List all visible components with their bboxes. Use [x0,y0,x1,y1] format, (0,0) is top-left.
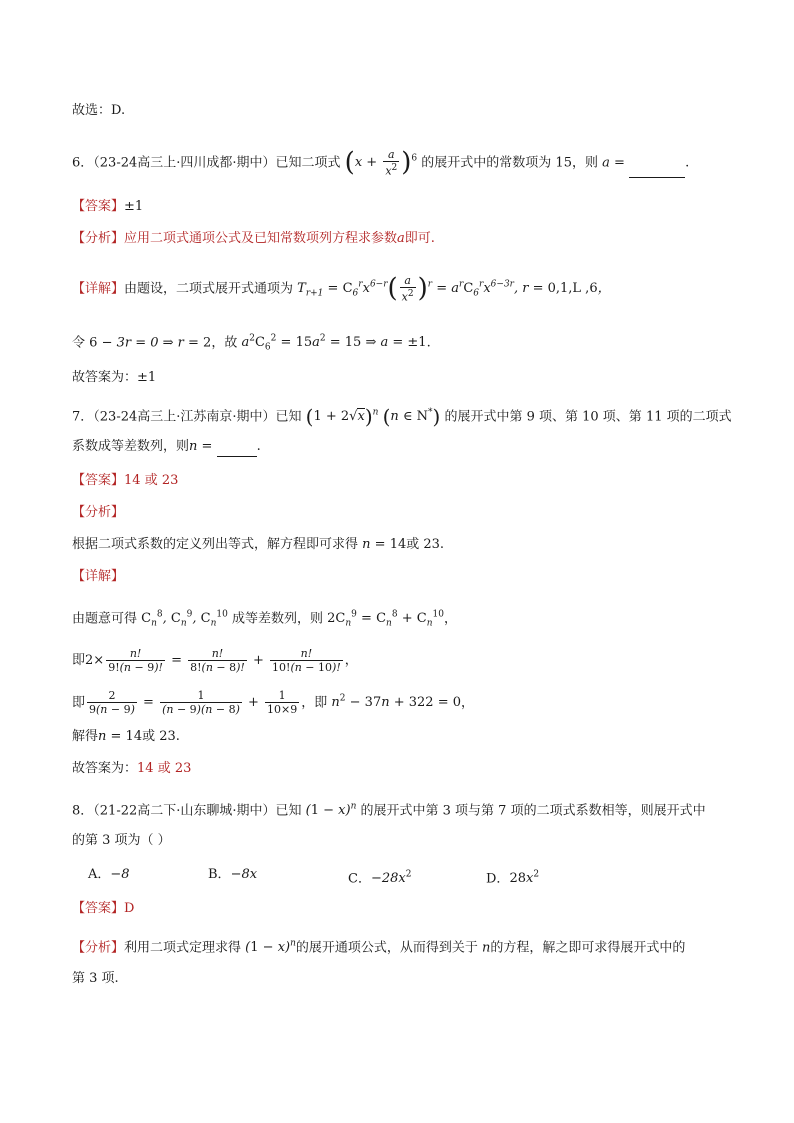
q6-answer: ±1 [124,199,144,214]
previous-answer: 故选：D. [72,103,126,118]
q6-step-line: 令 6 − 3r = 0 ⇒ r = 2，故 $a^2C_6^2 = 15a^2 = 15$ ⇒ a = ±1. [72,334,431,353]
q6-detail: 由题设，二项式展开式通项为 [124,281,294,297]
q7-solve-line [72,727,180,747]
q8-analysis-var-n: n [482,940,491,956]
q7-solve: 解得 [72,729,99,744]
q6-answer-tag: 【答案】 [72,199,125,214]
q8-option-b: B．−8x [208,867,258,882]
q7-line1-end: 的展开式中第 9 项、第 10 项、第 11 项的二项式 [444,409,732,425]
q7-analysis-line [72,535,444,555]
q8-option-d: D．$28x^2$ [486,870,540,887]
q6-answer-blank [629,177,685,178]
q7-detail1-mid: 成等差数列，则 [232,611,324,627]
q7-answer: 14 或 23 [124,473,179,488]
q6-answer-line [72,197,143,217]
q6-unknown-a: a [602,155,610,171]
q6-analysis-line [72,229,435,249]
q8-analysis-line2: 第 3 项. [72,971,119,986]
q7-prefix: 7．（23-24高三上·江苏南京·期中）已知 [72,409,302,425]
q7-answer-tag: 【答案】 [72,473,125,488]
q8-analysis-formula: $(1 - x)^n$ [245,939,296,956]
q8-option-c-value: $-28x^2$ [370,870,412,887]
q8-option-d-value: $28x^2$ [509,870,540,887]
q8-line1-end: 的展开式中第 3 项与第 7 项的二项式系数相等，则展开式中 [360,803,706,819]
q7-combination-list: $C_n^8$, $C_n^9$, $C_n^{10}$ [141,610,228,629]
q8-statement-line2: 的第 3 项为（ ） [72,833,171,848]
q8-analysis-tag: 【分析】 [72,940,125,956]
q7-equation-1: $2C_n^9 = C_n^8 + C_n^{10}$ [327,610,444,629]
q8-answer-tag: 【答案】 [72,901,125,916]
q8-option-b-value: −8x [230,867,258,882]
q8-analysis-mid: 的展开通项公式，从而得到关于 [295,940,478,956]
q6-detail-line [72,274,611,304]
q7-answer-blank [217,456,257,457]
q6-detail-tag: 【详解】 [72,281,125,297]
q7-solve-end: 或 23. [142,729,180,744]
q7-detail-line1: 由题意可得 $C_n^8$, $C_n^9$, $C_n^{10}$ 成等差数列，则 $2C_n^9 = C_n^8 + C_n^{10}$， [72,610,457,629]
q6-prefix: 6．（23-24高三上·四川成都·期中）已知二项式 [72,155,341,171]
q8-option-c: C．$-28x^2$ [348,870,412,887]
q8-answer-line [72,899,134,919]
q7-ji-1: 即 [72,653,86,668]
q7-analysis-end: 或 23. [406,537,445,552]
q7-analysis-tag: 【分析】 [72,505,125,520]
q7-equation-3: $\frac{2}{9(n - 9)}$ = $\frac{1}{(n - 9)(n - 8)}$ + $\frac{1}{10\times 9}$ [89,689,298,717]
q7-detail-tag: 【详解】 [72,569,125,584]
q8-analysis-end: 的方程，解之即可求得展开式中的 [490,940,686,956]
q8-analysis-line [72,934,685,958]
q6-result-formula: $a^2C_6^2 = 15a^2 = 15$ ⇒ a = ±1 [241,334,427,353]
q7-line2: 系数成等差数列，则 [72,439,190,454]
q7-statement-line2: 系数成等差数列，则n = . [72,437,261,457]
q7-analysis: 根据二项式系数的定义列出等式，解方程即可求得 [72,537,359,552]
q7-analysis-formula: n = 14 [362,537,407,552]
q6-step-text: 令 [72,335,86,351]
q7-detail-line2: 即2× $\frac{n!}{9!(n - 9)!}$ = $\frac{n!}{8!(n - 8)!}$ + $\frac{n!}{10!(n - 10)!}$ ， [72,647,358,674]
q7-answer-line [72,471,178,491]
q8-answer: D [124,901,135,916]
q8-option-a: A．−8 [88,867,130,882]
q6-binomial-expression: (x + $\frac{a}{x^2}$ )$^6$ [344,147,418,178]
q8-analysis: 利用二项式定理求得 [124,940,242,956]
q6-analysis-var: a [397,231,405,246]
q8-statement-line1 [72,797,706,821]
q6-general-term-formula: $T_{r+1} = C_6^rx^{6-r}$( $\frac{a}{x^2}$ )$^r = a^rC_6^rx^{6-3r}$, r = 0,1,L ,6， [297,273,611,304]
q8-binomial-expression: $(1 - x)^n$ [305,802,357,819]
q6-analysis: 应用二项式通项公式及已知常数项列方程求参数 [124,231,398,246]
q6-statement: 6．（23-24高三上·四川成都·期中）已知二项式 (x + $\frac{a}{x^2}$ )$^6$ 的展开式中的常数项为 15，则 a = . [72,147,690,178]
q6-analysis-tag: 【分析】 [72,231,125,246]
q7-statement-line1 [72,403,732,427]
q7-detail1: 由题意可得 [72,611,138,627]
q7-solve-formula: n = 14 [98,729,143,744]
q6-conclusion: 故答案为：±1 [72,370,157,385]
q7-quadratic: $n^2 - 37n + 322 = 0$ [331,694,462,711]
q7-unknown-n: n [189,439,198,454]
q6-step-formula: 6 − 3r = 0 ⇒ r = 2 [89,335,212,351]
q7-ji-2: 即 [72,695,86,711]
q8-option-a-value: −8 [110,867,130,882]
q7-equation-2: 2× $\frac{n!}{9!(n - 9)!}$ = $\frac{n!}{8!(n - 8)!}$ + $\frac{n!}{10!(n - 10)!}$ [85,647,341,674]
q8-prefix: 8．（21-22高二下·山东聊城·期中）已知 [72,803,302,819]
q7-conclusion: 故答案为：14 或 23 [72,761,192,776]
q7-binomial-expression: $(1 + 2√x)^n$ (n ∈ N*) [305,404,441,429]
q6-suffix: 的展开式中的常数项为 15，则 [421,155,598,171]
q7-detail-line3: 即 $\frac{2}{9(n - 9)}$ = $\frac{1}{(n - 9)(n - 8)}$ + $\frac{1}{10\times 9}$ ，即 $n^2 - 37n + 322 = 0$， [72,689,475,717]
q6-analysis-end: 即可. [404,231,435,246]
